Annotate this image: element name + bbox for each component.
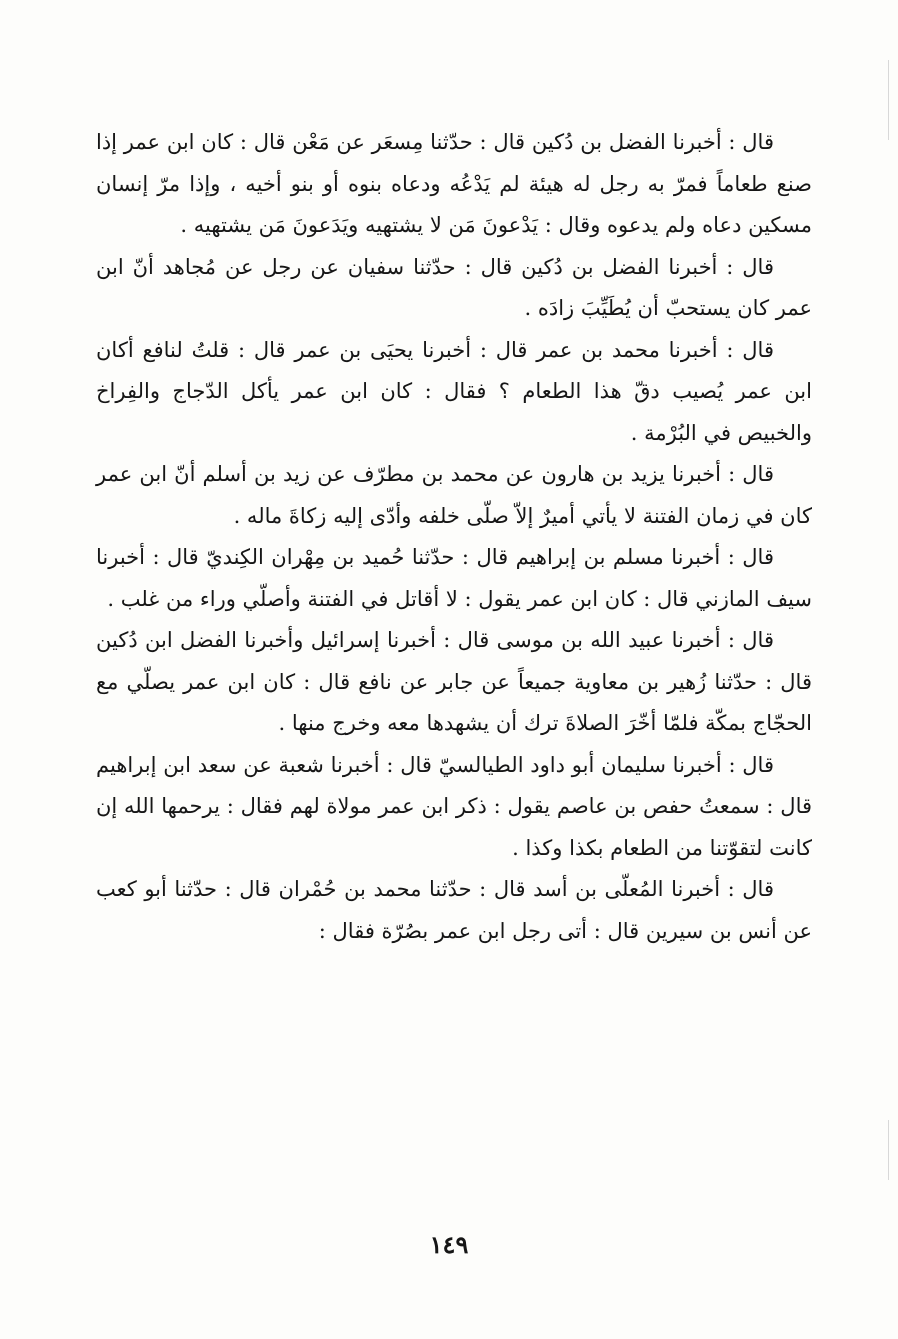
paragraph: قال : أخبرنا محمد بن عمر قال : أخبرنا يحيَى بن عمر قال : قلتُ لنافع أكان ابن عمر يُصيب دقّ هذا الطعام ؟ فقال : كان ابن عمر يأكل الدّجاج والفِراخ والخبيص في البُرْمة .	[96, 337, 812, 445]
paragraph: قال : أخبرنا عبيد الله بن موسى قال : أخبرنا إسرائيل وأخبرنا الفضل ابن دُكين قال : حدّثنا زُهير بن معاوية جميعاً عن جابر عن نافع قال : كان ابن عمر يصلّي مع الحجّاج بمكّة فلمّا أخّرَ الصلاةَ ترك أن يشهدها معه وخرج منها .	[96, 628, 812, 735]
paragraph: قال : أخبرنا الفضل بن دُكين قال : حدّثنا سفيان عن رجل عن مُجاهد أنّ ابن عمر كان يستحبّ أن يُطَيِّبَ زادَه .	[96, 254, 812, 320]
paragraph: قال : أخبرنا سليمان أبو داود الطيالسيّ قال : أخبرنا شعبة عن سعد ابن إبراهيم قال : سمعتُ حفص بن عاصم يقول : ذكر ابن عمر مولاة لهم فقال : يرحمها الله إن كانت لتقوّتنا من الطعام بكذا وكذا .	[96, 752, 813, 860]
paragraph: قال : أخبرنا المُعلّى بن أسد قال : حدّثنا محمد بن حُمْران قال : حدّثنا أبو كعب عن أنس بن سيرين قال : أتى رجل ابن عمر بصُرّة فقال :	[96, 877, 812, 943]
paragraph: قال : أخبرنا مسلم بن إبراهيم قال : حدّثنا حُميد بن مِهْران الكِنديّ قال : أخبرنا سيف المازني قال : كان ابن عمر يقول : لا أقاتل في الفتنة وأصلّي وراء من غلب .	[96, 545, 812, 611]
paragraph: قال : أخبرنا الفضل بن دُكين قال : حدّثنا مِسعَر عن مَعْن قال : كان ابن عمر إذا صنع طعاماً فمرّ به رجل له هيئة لم يَدْعُه ودعاه بنوه أو بنو أخيه ، وإذا مرّ إنسان مسكين دعاه ولم يدعوه وقال : يَدْعونَ مَن لا يشتهيه ويَدَعونَ مَن يشتهيه .	[96, 130, 812, 237]
scan-margin-line	[888, 1120, 889, 1180]
page-number: ١٤٩	[429, 1230, 469, 1259]
paragraph: قال : أخبرنا يزيد بن هارون عن محمد بن مطرّف عن زيد بن أسلم أنّ ابن عمر كان في زمان الفتنة لا يأتي أميرٌ إلاّ صلّى خلفه وأدّى إليه زكاةَ ماله .	[96, 462, 812, 528]
scan-margin-line	[888, 60, 889, 140]
main-text	[96, 122, 812, 952]
